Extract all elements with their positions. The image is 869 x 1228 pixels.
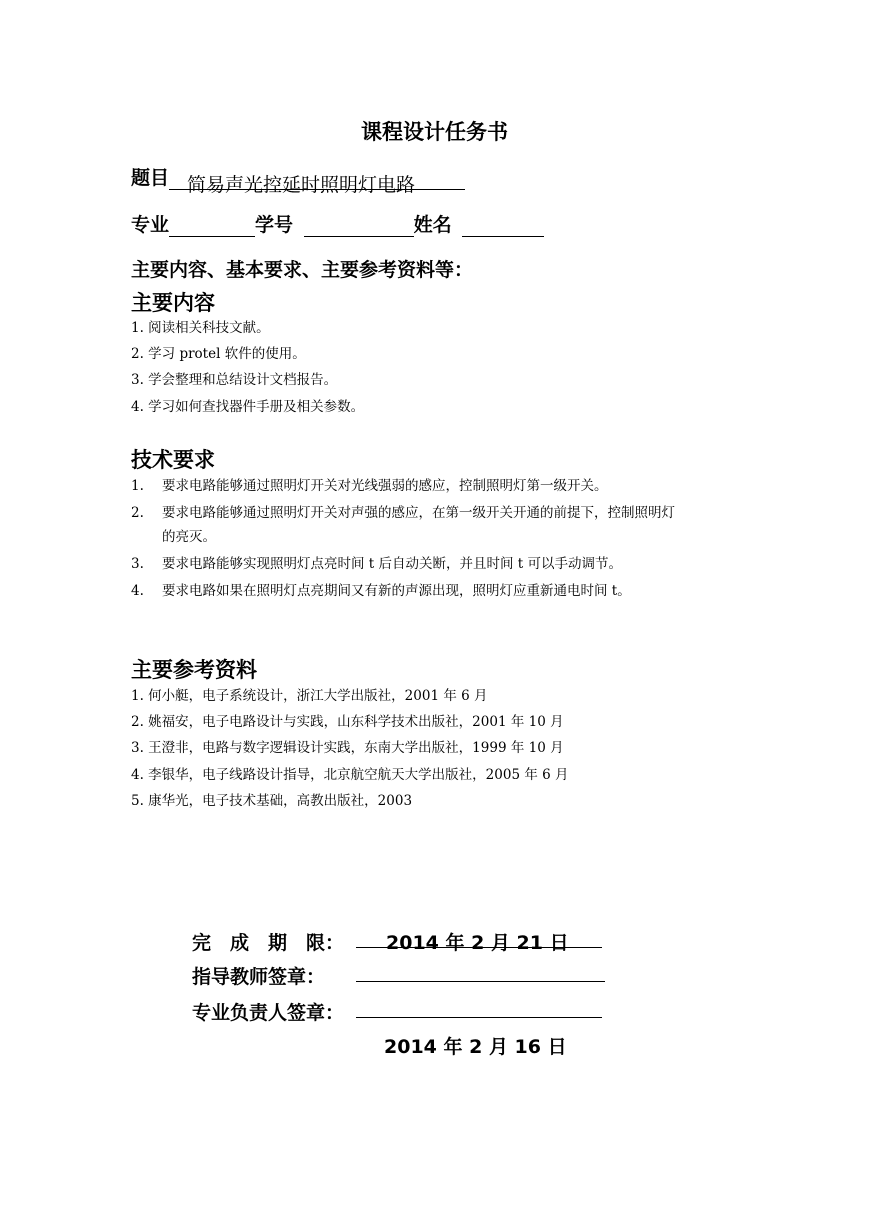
advisor-signature-line: [356, 981, 605, 982]
references-heading: 主要参考资料: [131, 658, 257, 682]
student-name-label: 姓名: [413, 214, 452, 236]
tech-item-text: 要求电路能够通过照明灯开关对光线强弱的感应，控制照明灯第一级开关。: [162, 478, 608, 494]
tech-item-number: 1.: [131, 478, 144, 494]
advisor-signature-label: 指导教师签章：: [192, 966, 326, 988]
tech-heading: 技术要求: [131, 448, 215, 472]
content-item: 2. 学习 protel 软件的使用。: [131, 346, 306, 362]
major-label: 专业: [131, 214, 170, 236]
tech-item-number: 2.: [131, 505, 144, 521]
reference-item: 2. 姚福安，电子电路设计与实践，山东科学技术出版社，2001 年 10 月: [131, 714, 564, 730]
topic-row: [131, 163, 465, 196]
reference-item: 5. 康华光，电子技术基础，高教出版社，2003: [131, 793, 413, 809]
content-item: 3. 学会整理和总结设计文档报告。: [131, 372, 338, 388]
content-item: 1. 阅读相关科技文献。: [131, 320, 270, 336]
section-heading: 主要内容、基本要求、主要参考资料等：: [131, 259, 474, 281]
content-heading: 主要内容: [131, 291, 215, 315]
tech-item-text: 要求电路能够通过照明灯开关对声强的感应，在第一级开关开通的前提下，控制照明灯: [162, 505, 675, 521]
topic-value: 简易声光控延时照明灯电路: [169, 170, 465, 190]
deadline-value: 2014 年 2 月 21 日: [386, 932, 569, 954]
reference-item: 3. 王澄非，电路与数字逻辑设计实践，东南大学出版社，1999 年 10 月: [131, 740, 564, 756]
tech-item: [131, 505, 675, 521]
student-name-field: [462, 216, 544, 237]
student-id-label: 学号: [255, 214, 294, 236]
student-id-field: [304, 216, 414, 237]
tech-item: [131, 556, 622, 572]
tech-item-text: 要求电路能够实现照明灯点亮时间 t 后自动关断，并且时间 t 可以手动调节。: [162, 556, 623, 572]
department-head-signature-line: [356, 1017, 602, 1018]
document-title: 课程设计任务书: [361, 120, 508, 144]
major-field: [169, 216, 255, 237]
topic-label: 题目: [131, 167, 170, 189]
reference-item: 4. 李银华，电子线路设计指导，北京航空航天大学出版社，2005 年 6 月: [131, 767, 569, 783]
content-item: 4. 学习如何查找器件手册及相关参数。: [131, 399, 365, 415]
department-head-signature-label: 专业负责人签章：: [192, 1002, 345, 1024]
tech-item-continuation: 的亮灭。: [162, 529, 216, 545]
reference-item: 1. 何小艇，电子系统设计，浙江大学出版社，2001 年 6 月: [131, 688, 488, 704]
tech-item-number: 3.: [131, 556, 144, 572]
tech-item-number: 4.: [131, 583, 144, 599]
deadline-underline: [356, 947, 602, 948]
student-info-row: [131, 210, 544, 237]
tech-item-text: 要求电路如果在照明灯点亮期间又有新的声源出现，照明灯应重新通电时间 t。: [162, 583, 631, 599]
tech-item: [131, 478, 608, 494]
issue-date: 2014 年 2 月 16 日: [384, 1036, 567, 1058]
tech-item: [131, 583, 631, 599]
deadline-label: 完 成 期 限：: [192, 932, 345, 954]
